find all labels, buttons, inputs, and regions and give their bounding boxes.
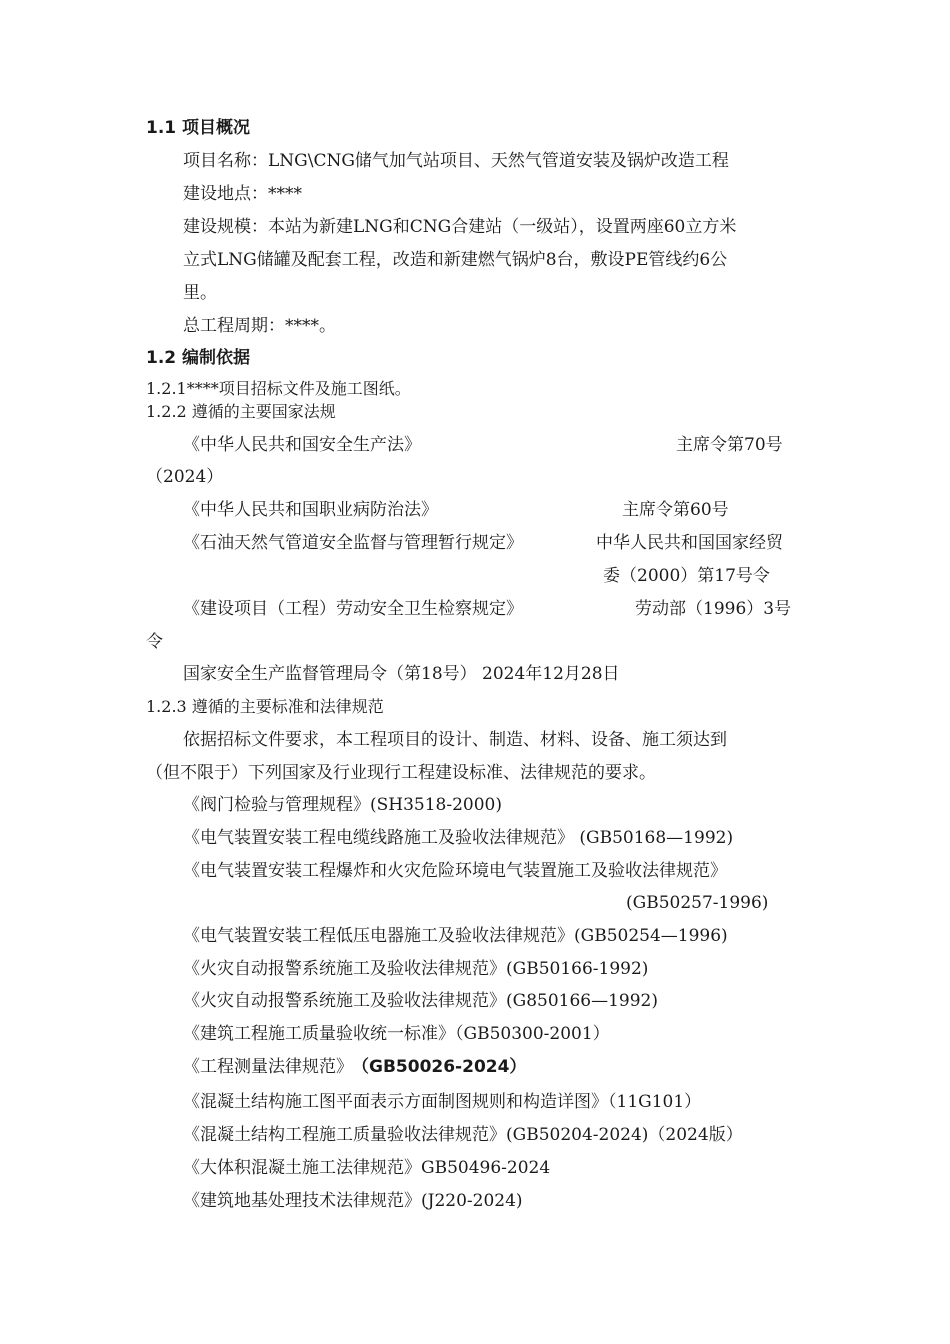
standards-intro-line-1: 依据招标文件要求，本工程项目的设计、制造、材料、设备、施工须达到 [183, 730, 727, 750]
construction-scale-line-1: 建设规模：本站为新建LNG和CNG合建站（一级站），设置两座60立方米 [183, 217, 737, 237]
standard-item-code: （GB50026-2024） [352, 1057, 527, 1077]
standard-item: 《电气装置安装工程低压电器施工及验收法律规范》(GB50254—1996) [183, 926, 728, 946]
law-3-reference-line-1: 中华人民共和国国家经贸 [596, 533, 783, 553]
standard-item: 《混凝土结构施工图平面表示方面制图规则和构造详图》（11G101） [183, 1092, 702, 1112]
law-4-reference-tail: 令 [146, 632, 163, 652]
standard-item-title: 《工程测量法律规范》 [183, 1057, 353, 1077]
standard-item: 《混凝土结构工程施工质量验收法律规范》(GB50204-2024)（2024版） [183, 1125, 743, 1145]
standard-item-code: (GB50257-1996) [626, 893, 769, 913]
law-5: 国家安全生产监督管理局令（第18号） 2024年12月28日 [183, 664, 620, 684]
law-4-reference: 劳动部（1996）3号 [635, 599, 792, 619]
construction-site: 建设地点：**** [183, 184, 302, 204]
standard-item: 《电气装置安装工程电缆线路施工及验收法律规范》 (GB50168—1992) [183, 828, 734, 848]
section-heading-1-1: 1.1 项目概况 [146, 118, 251, 138]
construction-scale-line-2: 立式LNG储罐及配套工程，改造和新建燃气锅炉8台，敷设PE管线约6公 [183, 250, 728, 270]
standard-item: 《火灾自动报警系统施工及验收法律规范》(G850166—1992) [183, 991, 659, 1011]
standard-item: 《大体积混凝土施工法律规范》GB50496-2024 [183, 1158, 551, 1178]
project-period: 总工程周期：****。 [183, 316, 336, 336]
law-4-title: 《建设项目（工程）劳动安全卫生检察规定》 [183, 599, 523, 619]
standards-intro-line-2: （但不限于）下列国家及行业现行工程建设标准、法律规范的要求。 [146, 763, 656, 783]
law-1-year: （2024） [146, 467, 224, 487]
section-heading-1-2-2: 1.2.2 遵循的主要国家法规 [146, 402, 336, 421]
standard-item: 《建筑地基处理技术法律规范》(J220-2024) [183, 1191, 523, 1211]
project-name: 项目名称：LNG\CNG储气加气站项目、天然气管道安装及锅炉改造工程 [183, 151, 729, 171]
standard-item: 《火灾自动报警系统施工及验收法律规范》(GB50166-1992) [183, 959, 649, 979]
construction-scale-line-3: 里。 [183, 283, 217, 303]
law-3-reference-line-2: 委（2000）第17号令 [603, 566, 770, 586]
section-heading-1-2: 1.2 编制依据 [146, 348, 251, 368]
section-heading-1-2-3: 1.2.3 遵循的主要标准和法律规范 [146, 697, 384, 716]
law-1-title: 《中华人民共和国安全生产法》 [183, 435, 421, 455]
law-3-title: 《石油天然气管道安全监督与管理暂行规定》 [183, 533, 523, 553]
standard-item: 《阀门检验与管理规程》(SH3518-2000) [183, 795, 503, 815]
section-1-2-1: 1.2.1****项目招标文件及施工图纸。 [146, 379, 411, 398]
standard-item: 《建筑工程施工质量验收统一标准》（GB50300-2001） [183, 1024, 610, 1044]
law-2-reference: 主席令第60号 [622, 500, 729, 520]
law-1-reference: 主席令第70号 [676, 435, 783, 455]
law-2-title: 《中华人民共和国职业病防治法》 [183, 500, 438, 520]
standard-item: 《电气装置安装工程爆炸和火灾危险环境电气装置施工及验收法律规范》 [183, 861, 727, 881]
